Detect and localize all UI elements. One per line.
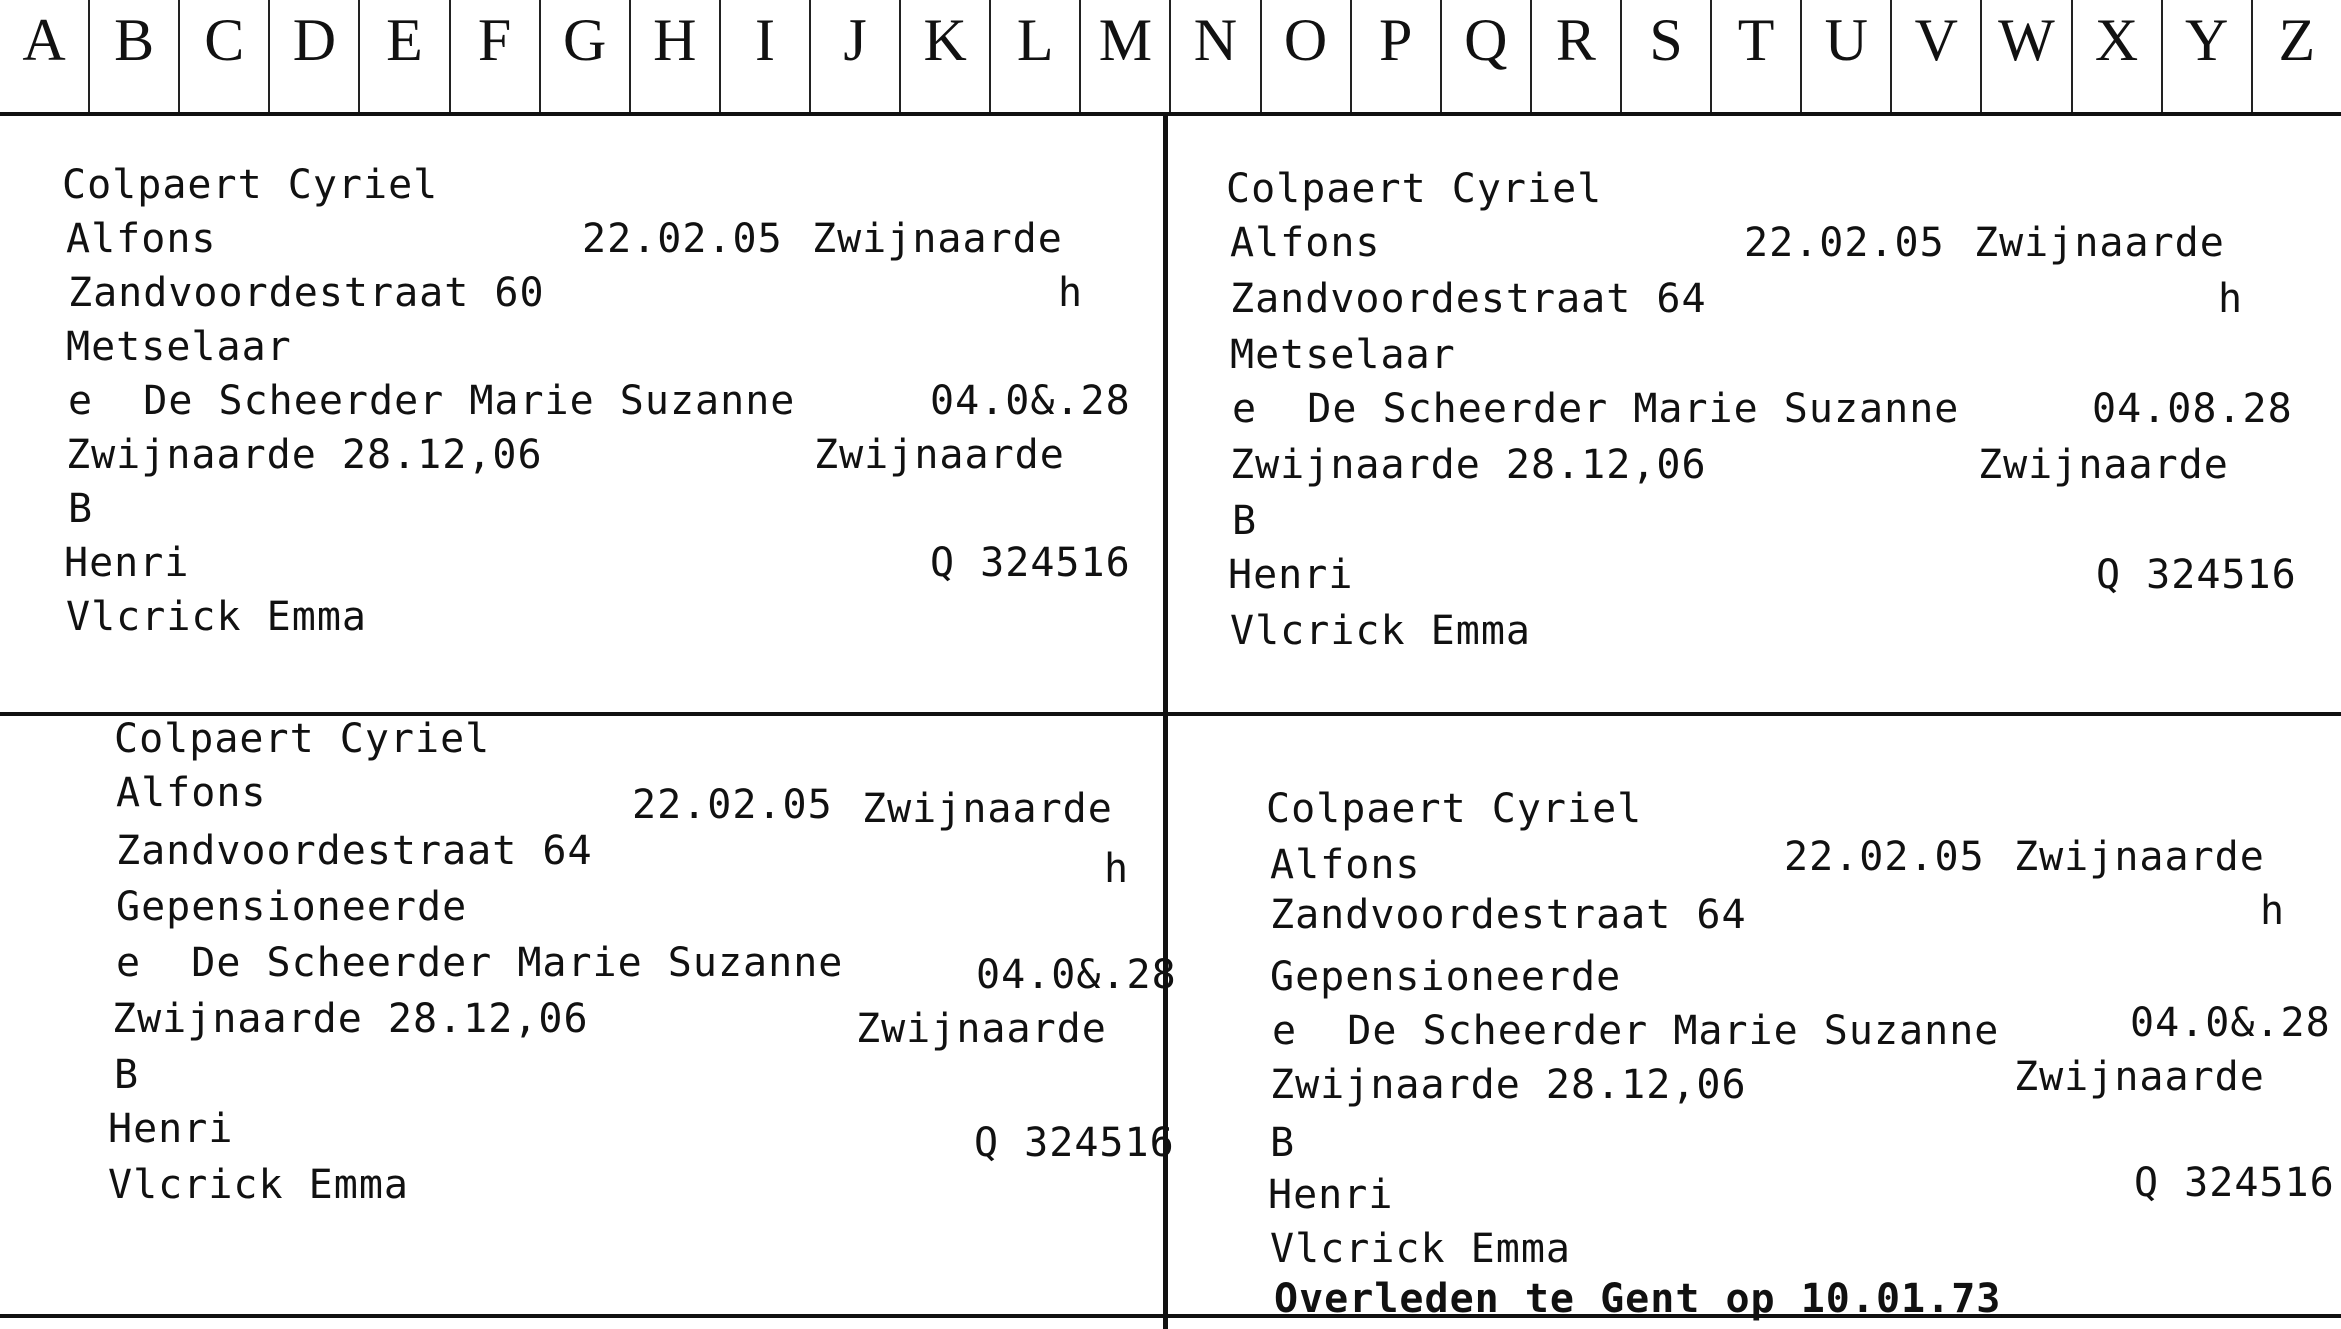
card-birth-place: Zwijnaarde	[1974, 220, 2225, 266]
card-marriage-date: 04.08.28	[2092, 386, 2293, 432]
record-card-3[interactable]	[108, 716, 1177, 1276]
card-spouse: e De Scheerder Marie Suzanne	[1272, 1008, 2000, 1054]
card-first-names: Alfons	[1230, 220, 1381, 266]
card-spouse: e De Scheerder Marie Suzanne	[116, 940, 844, 986]
card-ref: Q 324516	[930, 540, 1131, 586]
card-ref: Q 324516	[2134, 1160, 2335, 1206]
card-marker: h	[1058, 270, 1084, 316]
card-spouse-birth: Zwijnaarde 28.12,06	[66, 432, 543, 478]
index-letter[interactable]: D	[270, 0, 360, 112]
card-marriage-place: Zwijnaarde	[814, 432, 1065, 478]
index-letter[interactable]: F	[451, 0, 541, 112]
index-letter[interactable]: I	[721, 0, 811, 112]
card-father: Henri	[1228, 552, 1354, 598]
index-letter[interactable]: B	[90, 0, 180, 112]
card-marriage-place: Zwijnaarde	[856, 1006, 1107, 1052]
card-death-note: Overleden te Gent op 10.01.73	[1274, 1276, 2002, 1322]
record-card-4[interactable]	[1266, 786, 2335, 1322]
card-first-names: Alfons	[116, 770, 267, 816]
index-letter[interactable]: S	[1622, 0, 1712, 112]
index-letter[interactable]: Z	[2278, 7, 2316, 73]
card-birth-date: 22.02.05	[582, 216, 783, 262]
card-name: Colpaert Cyriel	[1226, 166, 1603, 212]
card-spouse-birth: Zwijnaarde 28.12,06	[112, 996, 589, 1042]
card-birth-place: Zwijnaarde	[812, 216, 1063, 262]
index-letter[interactable]: X	[2073, 0, 2163, 112]
card-name: Colpaert Cyriel	[1266, 786, 1643, 832]
index-letter[interactable]: O	[1262, 0, 1352, 112]
record-card-2[interactable]	[1226, 166, 2306, 686]
card-mother: Vlcrick Emma	[1230, 608, 1531, 654]
card-letter: B	[68, 486, 94, 532]
index-letter[interactable]: G	[541, 0, 631, 112]
card-name: Colpaert Cyriel	[114, 716, 491, 762]
card-address: Zandvoordestraat 64	[116, 828, 593, 874]
card-address: Zandvoordestraat 64	[1230, 276, 1707, 322]
card-father: Henri	[64, 540, 190, 586]
card-address: Zandvoordestraat 60	[68, 270, 545, 316]
index-letter[interactable]: R	[1532, 0, 1622, 112]
index-letter[interactable]: C	[180, 0, 270, 112]
index-letter[interactable]: Y	[2163, 0, 2253, 112]
index-letter[interactable]: N	[1171, 0, 1261, 112]
card-mother: Vlcrick Emma	[1270, 1226, 1571, 1272]
index-letter[interactable]: K	[901, 0, 991, 112]
card-spouse-birth: Zwijnaarde 28.12,06	[1230, 442, 1707, 488]
card-mother: Vlcrick Emma	[66, 594, 367, 640]
card-marriage-date: 04.0&.28	[976, 952, 1177, 998]
card-letter: B	[1270, 1120, 1296, 1166]
card-first-names: Alfons	[1270, 842, 1421, 888]
card-marker: h	[2260, 888, 2286, 934]
index-letter[interactable]: U	[1802, 0, 1892, 112]
card-first-names: Alfons	[66, 216, 217, 262]
index-letter[interactable]: W	[1982, 0, 2072, 112]
card-birth-date: 22.02.05	[1784, 834, 1985, 880]
card-spouse: e De Scheerder Marie Suzanne	[68, 378, 796, 424]
card-marker: h	[1104, 846, 1130, 892]
card-ref: Q 324516	[2096, 552, 2297, 598]
card-spouse-birth: Zwijnaarde 28.12,06	[1270, 1062, 1747, 1108]
card-father: Henri	[1268, 1172, 1394, 1218]
card-ref: Q 324516	[974, 1120, 1175, 1166]
card-father: Henri	[108, 1106, 234, 1152]
index-letter[interactable]: T	[1712, 0, 1802, 112]
card-mother: Vlcrick Emma	[108, 1162, 409, 1208]
card-birth-date: 22.02.05	[1744, 220, 1945, 266]
index-letter[interactable]: M	[1081, 0, 1171, 112]
card-birth-place: Zwijnaarde	[862, 786, 1113, 832]
card-marriage-date: 04.0&.28	[2130, 1000, 2331, 1046]
card-birth-date: 22.02.05	[632, 782, 833, 828]
card-address: Zandvoordestraat 64	[1270, 892, 1747, 938]
index-letter[interactable]: E	[360, 0, 450, 112]
card-occupation: Metselaar	[1230, 332, 1456, 378]
record-card-1[interactable]	[62, 162, 1132, 682]
index-letter[interactable]: P	[1352, 0, 1442, 112]
card-marker: h	[2218, 276, 2244, 322]
card-occupation: Metselaar	[66, 324, 292, 370]
index-letter[interactable]: H	[631, 0, 721, 112]
index-letter[interactable]: J	[811, 0, 901, 112]
card-occupation: Gepensioneerde	[116, 884, 468, 930]
card-spouse: e De Scheerder Marie Suzanne	[1232, 386, 1960, 432]
card-letter: B	[1232, 498, 1258, 544]
card-birth-place: Zwijnaarde	[2014, 834, 2265, 880]
index-letter[interactable]: L	[991, 0, 1081, 112]
card-marriage-place: Zwijnaarde	[2014, 1054, 2265, 1100]
alphabet-index-bar	[0, 0, 2341, 116]
card-marriage-place: Zwijnaarde	[1978, 442, 2229, 488]
card-letter: B	[114, 1052, 140, 1098]
index-letter[interactable]: A	[0, 0, 90, 112]
card-occupation: Gepensioneerde	[1270, 954, 1622, 1000]
index-letter[interactable]: Q	[1442, 0, 1532, 112]
card-name: Colpaert Cyriel	[62, 162, 439, 208]
index-letter[interactable]: V	[1892, 0, 1982, 112]
card-marriage-date: 04.0&.28	[930, 378, 1131, 424]
